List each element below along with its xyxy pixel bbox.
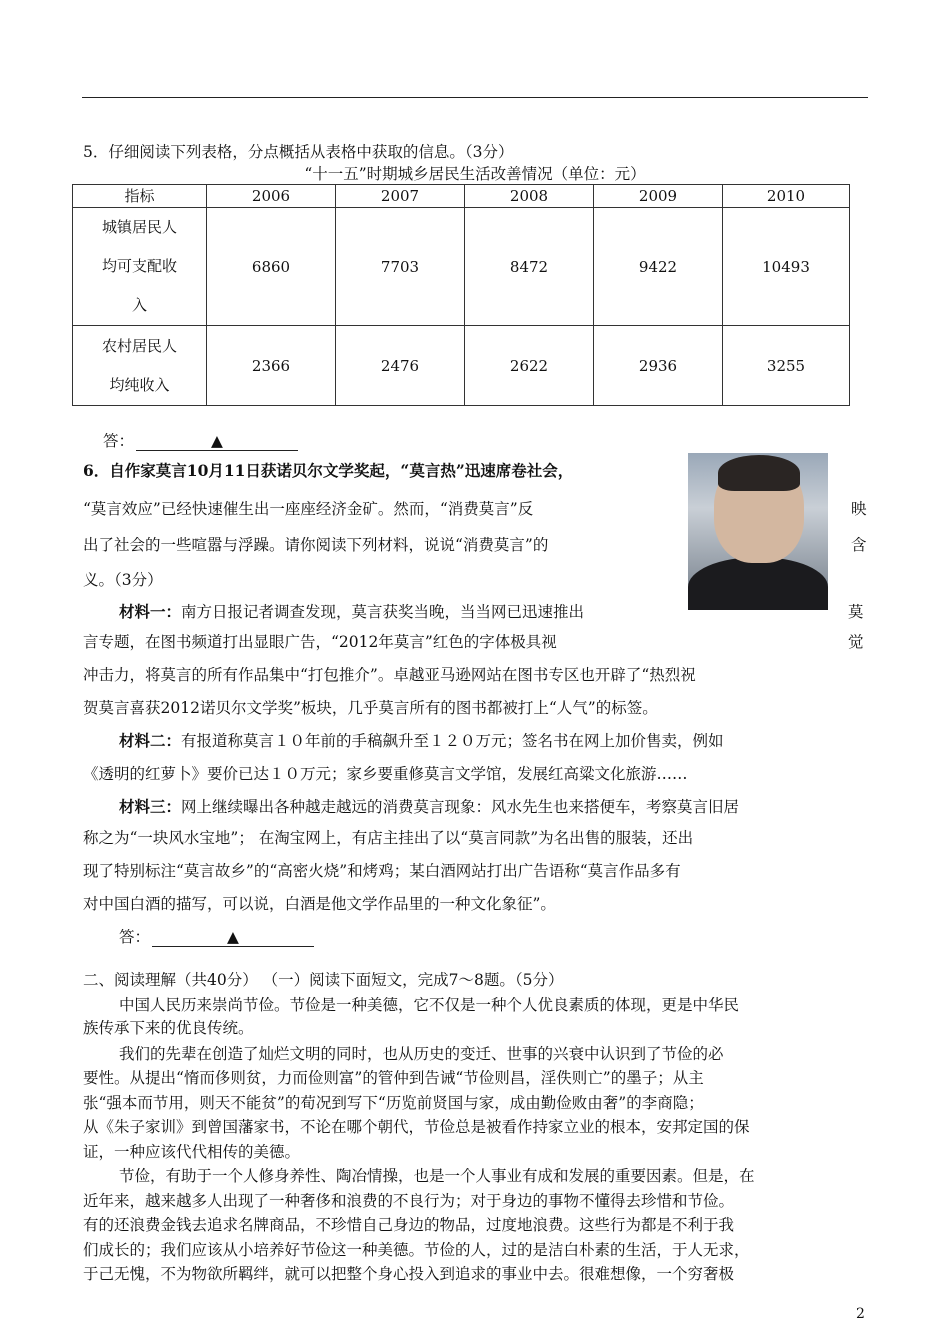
table-cell: 2476: [336, 326, 465, 406]
row-label-line: 均可支配收: [101, 257, 177, 275]
material-3-text: 网上继续曝出各种越走越远的消费莫言现象：风水先生也来搭便车，考察莫言旧居: [181, 798, 740, 816]
page-number: 2: [856, 1306, 865, 1322]
section2-line: 于己无愧，不为物欲所羁绊，就可以把整个身心投入到追求的事业中去。很难想像，一个穷奢极: [83, 1265, 735, 1283]
table-cell: 9422: [594, 208, 723, 326]
material-3-line: 称之为“一块风水宝地”； 在淘宝网上，有店主挂出了以“莫言同款”为名出售的服装，还出: [83, 829, 694, 847]
header-rule: [82, 97, 868, 98]
material-3-line: [119, 797, 739, 817]
answer-blank[interactable]: ▲: [136, 432, 298, 451]
row-label: [73, 326, 207, 406]
material-1-line: 言专题，在图书频道打出显眼广告，“2012年莫言”红色的字体极具视: [83, 633, 557, 651]
section2-line: 我们的先辈在创造了灿烂文明的同时，也从历史的变迁、世事的兴衰中认识到了节俭的必: [119, 1045, 724, 1063]
table-row: [73, 208, 850, 326]
section2-heading: 二、阅读理解（共40分） （一）阅读下面短文，完成7～8题。（5分）: [83, 971, 564, 989]
answer-label: 答：: [103, 432, 135, 450]
header-cell: 2010: [723, 185, 850, 208]
table-cell: 6860: [207, 208, 336, 326]
material-3-label: 材料三：: [119, 797, 182, 816]
material-3-line: 对中国白酒的描写，可以说，白酒是他文学作品里的一种文化象征”。: [83, 895, 556, 913]
material-2-line: 《透明的红萝卜》要价已达１０万元；家乡要重修莫言文学馆，发展红高粱文化旅游……: [83, 765, 688, 783]
table-cell: 10493: [723, 208, 850, 326]
q5-answer: [103, 431, 298, 451]
material-2-text: 有报道称莫言１０年前的手稿飙升至１２０万元；签名书在网上加价售卖，例如: [181, 732, 724, 750]
photo-hair: [718, 455, 800, 491]
material-1-text: 南方日报记者调查发现，莫言获奖当晚，当当网已迅速推出: [181, 603, 585, 621]
table-cell: 2622: [465, 326, 594, 406]
section2-line: 们成长的；我们应该从小培养好节俭这一种美德。节俭的人，过的是洁白朴素的生活，于人无求，: [83, 1241, 750, 1259]
author-photo: [688, 453, 828, 610]
material-3-line: 现了特别标注“莫言故乡”的“高密火烧”和烤鸡；某白酒网站打出广告语称“莫言作品多有: [83, 862, 681, 880]
section2-line: 中国人民历来崇尚节俭。节俭是一种美德，它不仅是一种个人优良素质的体现，更是中华民: [119, 996, 740, 1014]
table-cell: 3255: [723, 326, 850, 406]
q6-line-2: “莫言效应”已经快速催生出一座座经济金矿。然而，“消费莫言”反: [83, 500, 534, 518]
row-label-line: 均纯收入: [109, 375, 170, 394]
q6-right-char: 含: [851, 536, 867, 554]
answer-blank[interactable]: ▲: [152, 928, 314, 947]
q5-prompt: 5．仔细阅读下列表格，分点概括从表格中获取的信息。（3分）: [83, 143, 514, 161]
table-cell: 8472: [465, 208, 594, 326]
header-cell: 2009: [594, 185, 723, 208]
section2-line: 张“强本而节用，则天不能贫”的荀况到写下“历览前贤国与家，成由勤俭败由奢”的李商隐；: [83, 1094, 704, 1112]
material-2-label: 材料二：: [119, 731, 182, 750]
table-title: “十一五”时期城乡居民生活改善情况（单位：元）: [304, 165, 646, 183]
table-header-row: [73, 185, 850, 208]
section2-line: 近年来，越来越多人出现了一种奢侈和浪费的不良行为；对于身边的事物不懂得去珍惜和节俭。: [83, 1192, 735, 1210]
material-2-line: [119, 731, 724, 751]
material-1-line: [119, 602, 584, 622]
material-1-right-char: 觉: [848, 633, 864, 651]
section2-line: 节俭，有助于一个人修身养性、陶冶情操，也是一个人事业有成和发展的重要因素。但是，在: [119, 1167, 755, 1185]
q6-line-1: [83, 461, 573, 481]
row-label: [73, 208, 207, 326]
header-cell: 2008: [465, 185, 594, 208]
row-label-line: 入: [131, 296, 147, 314]
table-cell: 2936: [594, 326, 723, 406]
table-cell: 7703: [336, 208, 465, 326]
q6-line-3: 出了社会的一些喧嚣与浮躁。请你阅读下列材料，说说“消费莫言”的: [83, 536, 549, 554]
q6-line-1-text: 6．自作家莫言10月11日获诺贝尔文学奖起，“莫言热”迅速席卷社会，: [83, 461, 574, 480]
material-1-line: 冲击力，将莫言的所有作品集中“打包推介”。卓越亚马逊网站在图书专区也开辟了“热烈祝: [83, 666, 696, 684]
material-1-line: 贺莫言喜获2012诺贝尔文学奖”板块，几乎莫言所有的图书都被打上“人气”的标签。: [83, 699, 658, 717]
header-cell: 指标: [73, 185, 207, 208]
income-table: [72, 184, 850, 406]
q6-line-4: 义。（3分）: [83, 571, 163, 589]
section2-line: 证，一种应该代代相传的美德。: [83, 1143, 301, 1161]
section2-line: 要性。从提出“惰而侈则贫，力而俭则富”的管仲到告诫“节俭则昌，淫佚则亡”的墨子；从主: [83, 1069, 704, 1087]
header-cell: 2007: [336, 185, 465, 208]
photo-body: [688, 557, 828, 610]
section2-line: 从《朱子家训》到曾国藩家书，不论在哪个朝代，节俭总是被看作持家立业的根本，安邦定国的保: [83, 1118, 750, 1136]
q6-answer: [119, 927, 314, 947]
section2-line: 族传承下来的优良传统。: [83, 1019, 254, 1037]
material-1-label: 材料一：: [119, 602, 182, 621]
row-label-line: 城镇居民人: [101, 218, 177, 236]
q6-right-char: 映: [851, 500, 867, 518]
table-cell: 2366: [207, 326, 336, 406]
material-1-right-char: 莫: [848, 603, 864, 621]
answer-label: 答：: [119, 928, 151, 946]
row-label-line: 农村居民人: [101, 336, 177, 355]
table-row: [73, 326, 850, 406]
section2-line: 有的还浪费金钱去追求名牌商品，不珍惜自己身边的物品，过度地浪费。这些行为都是不利于我: [83, 1216, 735, 1234]
header-cell: 2006: [207, 185, 336, 208]
